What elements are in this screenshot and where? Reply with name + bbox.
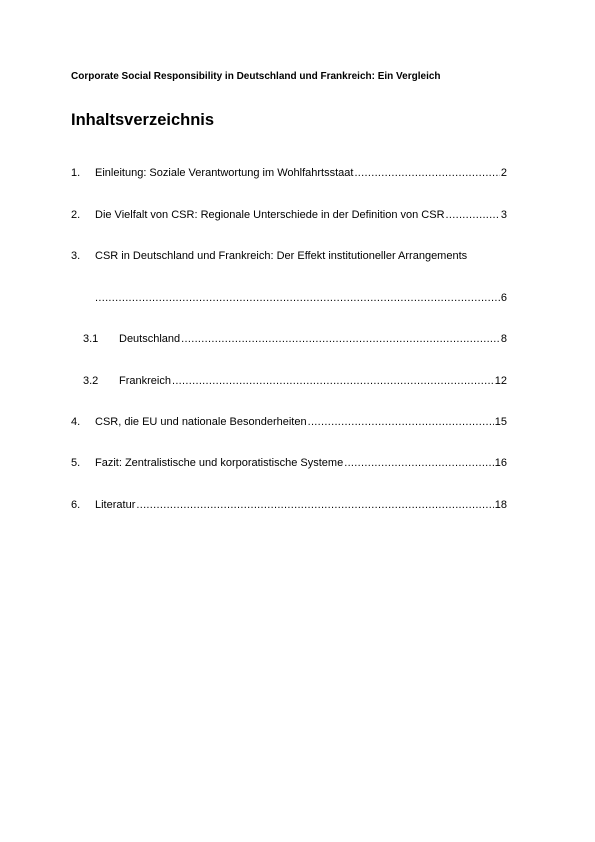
toc-entry-3-1[interactable] <box>83 332 507 346</box>
toc-entry-number: 1. <box>71 167 81 179</box>
toc-dot-leader <box>181 332 500 346</box>
toc-entry-text: Die Vielfalt von CSR: Regionale Unterschiede in der Definition von CSR <box>95 209 445 221</box>
toc-dot-leader <box>354 166 499 180</box>
toc-entry-text: Literatur <box>95 499 136 511</box>
toc-entry-2[interactable] <box>71 208 507 222</box>
toc-entry-text: Deutschland <box>119 333 181 345</box>
toc-entry-number: 2. <box>71 209 81 221</box>
toc-entry-page: 18 <box>494 499 507 511</box>
toc-entry-page: 12 <box>494 375 507 387</box>
toc-dot-leader <box>136 498 493 512</box>
toc-entry-text: Fazit: Zentralistische und korporatistische Systeme <box>95 457 344 469</box>
toc-entry-number: 3. <box>71 250 81 262</box>
toc-entry-text: CSR in Deutschland und Frankreich: Der Effekt institutioneller Arrangements <box>95 250 468 262</box>
toc-entry-3-2[interactable] <box>83 374 507 388</box>
toc-entry-page: 15 <box>494 416 507 428</box>
toc-entry-page: 3 <box>500 209 507 221</box>
toc-dot-leader <box>446 208 500 222</box>
toc-entry-text: CSR, die EU und nationale Besonderheiten <box>95 416 307 428</box>
toc-dot-leader <box>95 291 500 305</box>
document-title: Corporate Social Responsibility in Deutschland und Frankreich: Ein Vergleich <box>71 71 441 82</box>
toc-entry-text: Frankreich <box>119 375 171 387</box>
toc-entry-page: 6 <box>500 292 507 304</box>
toc-entry-number: 3.2 <box>83 375 99 387</box>
toc-entry-6[interactable] <box>71 498 507 512</box>
toc-entry-text: Einleitung: Soziale Verantwortung im Wohlfahrtsstaat <box>95 167 354 179</box>
toc-entry-page: 2 <box>500 167 507 179</box>
toc-entry-page: 8 <box>500 333 507 345</box>
toc-entry-number: 5. <box>71 457 81 469</box>
toc-entry-number: 6. <box>71 499 81 511</box>
toc-entry-5[interactable] <box>71 456 507 470</box>
toc-entry-3[interactable] <box>71 249 467 263</box>
toc-dot-leader <box>344 456 494 470</box>
toc-entry-number: 4. <box>71 416 81 428</box>
toc-entry-4[interactable] <box>71 415 507 429</box>
toc-dot-leader <box>308 415 494 429</box>
toc-entry-1[interactable] <box>71 166 507 180</box>
toc-entry-number: 3.1 <box>83 333 99 345</box>
toc-heading: Inhaltsverzeichnis <box>71 111 215 129</box>
toc-entry-page: 16 <box>494 457 507 469</box>
toc-dot-leader <box>172 374 494 388</box>
toc-entry-3-leader-line[interactable] <box>95 291 507 305</box>
